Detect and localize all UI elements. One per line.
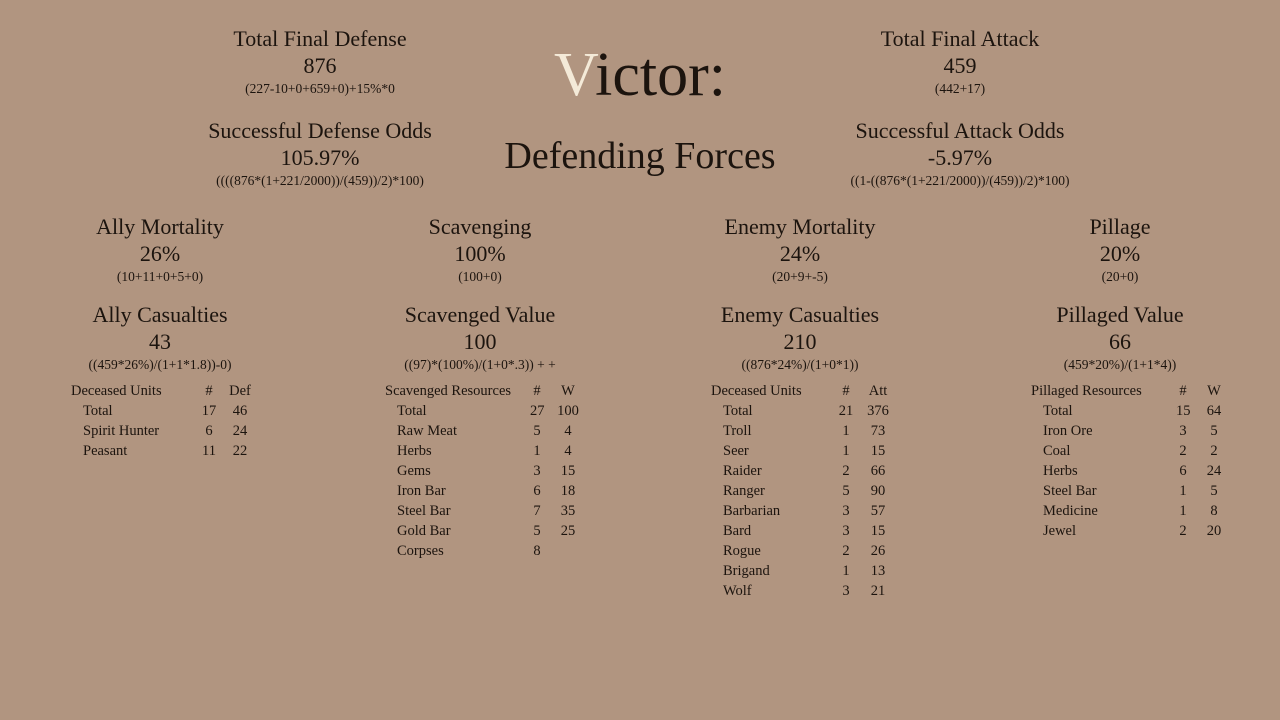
row-name: Spirit Hunter: [83, 423, 160, 439]
row-value: 25: [560, 523, 576, 539]
row-value: 2: [1210, 443, 1218, 459]
row-value: 20: [1206, 523, 1222, 539]
row-name: Rogue: [723, 543, 761, 559]
column-header: Deceased Units: [71, 383, 162, 399]
title-first-letter: V: [554, 41, 596, 109]
row-name: Steel Bar: [1043, 483, 1097, 499]
total-final-defense: [233, 26, 406, 98]
row-value: 8: [1210, 503, 1218, 519]
row-name: Coal: [1043, 443, 1071, 459]
row-value: 15: [870, 523, 886, 539]
row-value: 18: [560, 483, 576, 499]
row-name: Troll: [723, 423, 752, 439]
row-value: 90: [870, 483, 886, 499]
column-header: #: [842, 383, 850, 399]
stat-label: Successful Attack Odds: [855, 118, 1065, 143]
stat-value: -5.97%: [927, 145, 993, 170]
row-count: 1: [842, 563, 850, 579]
row-name: Total: [723, 403, 753, 419]
row-value: 5: [1210, 423, 1218, 439]
stat-value: 459: [943, 53, 977, 78]
row-name: Wolf: [723, 583, 752, 599]
stat-value: 66: [1108, 329, 1131, 354]
stat-value: 20%: [1099, 241, 1141, 266]
row-value: 24: [1206, 463, 1222, 479]
row-name: Raider: [723, 463, 762, 479]
ally-mortality: [96, 214, 224, 286]
column-header: W: [561, 383, 575, 399]
row-count: 6: [533, 483, 541, 499]
row-name: Herbs: [1043, 463, 1078, 479]
row-name: Iron Ore: [1043, 423, 1093, 439]
column-header: Deceased Units: [711, 383, 802, 399]
row-name: Total: [1043, 403, 1073, 419]
row-name: Jewel: [1043, 523, 1077, 539]
scavenged-value: [404, 302, 555, 374]
row-name: Seer: [723, 443, 749, 459]
row-value: 64: [1206, 403, 1222, 419]
row-name: Steel Bar: [397, 503, 451, 519]
row-name: Barbarian: [723, 503, 781, 519]
row-value: 46: [232, 403, 248, 419]
stat-label: Enemy Mortality: [724, 214, 876, 239]
row-value: 376: [867, 403, 889, 419]
row-count: 6: [1179, 463, 1187, 479]
stat-label: Scavenging: [428, 214, 532, 239]
row-count: 3: [533, 463, 541, 479]
pillaged-value: [1056, 302, 1183, 374]
column-header: #: [1179, 383, 1187, 399]
row-name: Bard: [723, 523, 752, 539]
stat-formula: (442+17): [934, 81, 986, 96]
successful-attack-odds: [850, 118, 1069, 190]
stat-formula: (20+0): [1101, 269, 1139, 284]
stat-label: Scavenged Value: [404, 302, 556, 327]
title-rest: ictor:: [595, 41, 726, 109]
stat-value: 105.97%: [280, 145, 360, 170]
row-value: 22: [232, 443, 248, 459]
defending-forces-subtitle: Defending Forces: [504, 135, 776, 177]
row-count: 1: [1179, 483, 1187, 499]
row-value: 13: [870, 563, 886, 579]
row-name: Gold Bar: [397, 523, 451, 539]
row-value: 15: [560, 463, 576, 479]
row-value: 21: [870, 583, 886, 599]
row-name: Iron Bar: [397, 483, 446, 499]
pillage: [1089, 214, 1150, 286]
stat-formula: ((1-((876*(1+221/2000))/(459))/2)*100): [850, 173, 1070, 188]
row-count: 2: [842, 463, 850, 479]
row-count: 3: [842, 503, 850, 519]
column-header: Att: [868, 383, 888, 399]
row-count: 5: [533, 423, 541, 439]
row-count: 15: [1176, 403, 1191, 419]
row-name: Total: [397, 403, 427, 419]
scavenging: [429, 214, 532, 286]
row-value: 24: [232, 423, 248, 439]
row-count: 27: [530, 403, 545, 419]
stat-formula: (459*20%)/(1+1*4)): [1063, 357, 1177, 372]
victor-title: [554, 40, 726, 110]
stat-label: Enemy Casualties: [720, 302, 880, 327]
stat-formula: ((876*24%)/(1+0*1)): [741, 357, 859, 372]
column-header: Def: [229, 383, 251, 399]
column-header: W: [1207, 383, 1221, 399]
row-count: 3: [842, 583, 850, 599]
row-count: 3: [1179, 423, 1187, 439]
row-value: 5: [1210, 483, 1218, 499]
stat-formula: (10+11+0+5+0): [116, 269, 204, 284]
enemy-casualties: [721, 302, 879, 374]
column-header: Scavenged Resources: [385, 383, 512, 399]
row-value: 57: [870, 503, 886, 519]
row-count: 2: [842, 543, 850, 559]
row-value: 15: [870, 443, 886, 459]
row-count: 6: [205, 423, 213, 439]
row-name: Raw Meat: [397, 423, 457, 439]
row-name: Gems: [397, 463, 431, 479]
row-value: 4: [564, 423, 572, 439]
stat-value: 876: [303, 53, 337, 78]
row-value: 26: [870, 543, 886, 559]
row-name: Medicine: [1043, 503, 1098, 519]
stat-value: 100%: [454, 241, 506, 266]
row-name: Total: [83, 403, 113, 419]
total-final-attack: [881, 26, 1040, 98]
stat-value: 24%: [779, 241, 821, 266]
column-header: Pillaged Resources: [1031, 383, 1142, 399]
stat-formula: ((97)*(100%)/(1+0*.3)) + +: [404, 357, 556, 372]
stat-label: Pillage: [1089, 214, 1151, 239]
stat-formula: ((((876*(1+221/2000))/(459))/2)*100): [216, 173, 424, 188]
row-count: 5: [533, 523, 541, 539]
stat-label: Successful Defense Odds: [208, 118, 432, 143]
row-count: 8: [533, 543, 541, 559]
row-count: 2: [1179, 523, 1187, 539]
stat-value: 26%: [139, 241, 181, 266]
row-value: 35: [560, 503, 576, 519]
row-name: Herbs: [397, 443, 432, 459]
stat-formula: (100+0): [458, 269, 502, 284]
row-count: 1: [1179, 503, 1187, 519]
stat-formula: (20+9+-5): [772, 269, 828, 284]
row-count: 1: [533, 443, 541, 459]
ally-casualties: [89, 302, 232, 374]
stat-value: 43: [148, 329, 171, 354]
row-count: 1: [842, 423, 850, 439]
row-count: 7: [533, 503, 541, 519]
row-name: Ranger: [723, 483, 765, 499]
stat-value: 210: [783, 329, 817, 354]
row-count: 3: [842, 523, 850, 539]
row-count: 2: [1179, 443, 1187, 459]
successful-defense-odds: [208, 118, 432, 190]
row-name: Corpses: [397, 543, 444, 559]
column-header: #: [205, 383, 213, 399]
row-name: Peasant: [83, 443, 128, 459]
stat-formula: ((459*26%)/(1+1*1.8))-0): [88, 357, 232, 372]
row-value: 66: [870, 463, 886, 479]
stat-value: 100: [463, 329, 497, 354]
enemy-mortality: [725, 214, 876, 286]
row-value: 100: [557, 403, 579, 419]
column-header: #: [533, 383, 541, 399]
row-count: 21: [838, 403, 854, 419]
row-count: 17: [201, 403, 217, 419]
stat-label: Ally Casualties: [92, 302, 228, 327]
stat-formula: (227-10+0+659+0)+15%*0: [245, 81, 395, 96]
stat-label: Total Final Attack: [880, 26, 1040, 51]
stat-label: Total Final Defense: [233, 26, 407, 51]
stat-label: Pillaged Value: [1056, 302, 1184, 327]
row-value: 4: [564, 443, 572, 459]
row-name: Brigand: [723, 563, 770, 579]
row-count: 5: [842, 483, 850, 499]
row-value: 73: [870, 423, 886, 439]
row-count: 1: [842, 443, 850, 459]
stat-label: Ally Mortality: [96, 214, 224, 239]
row-count: 11: [202, 443, 216, 459]
